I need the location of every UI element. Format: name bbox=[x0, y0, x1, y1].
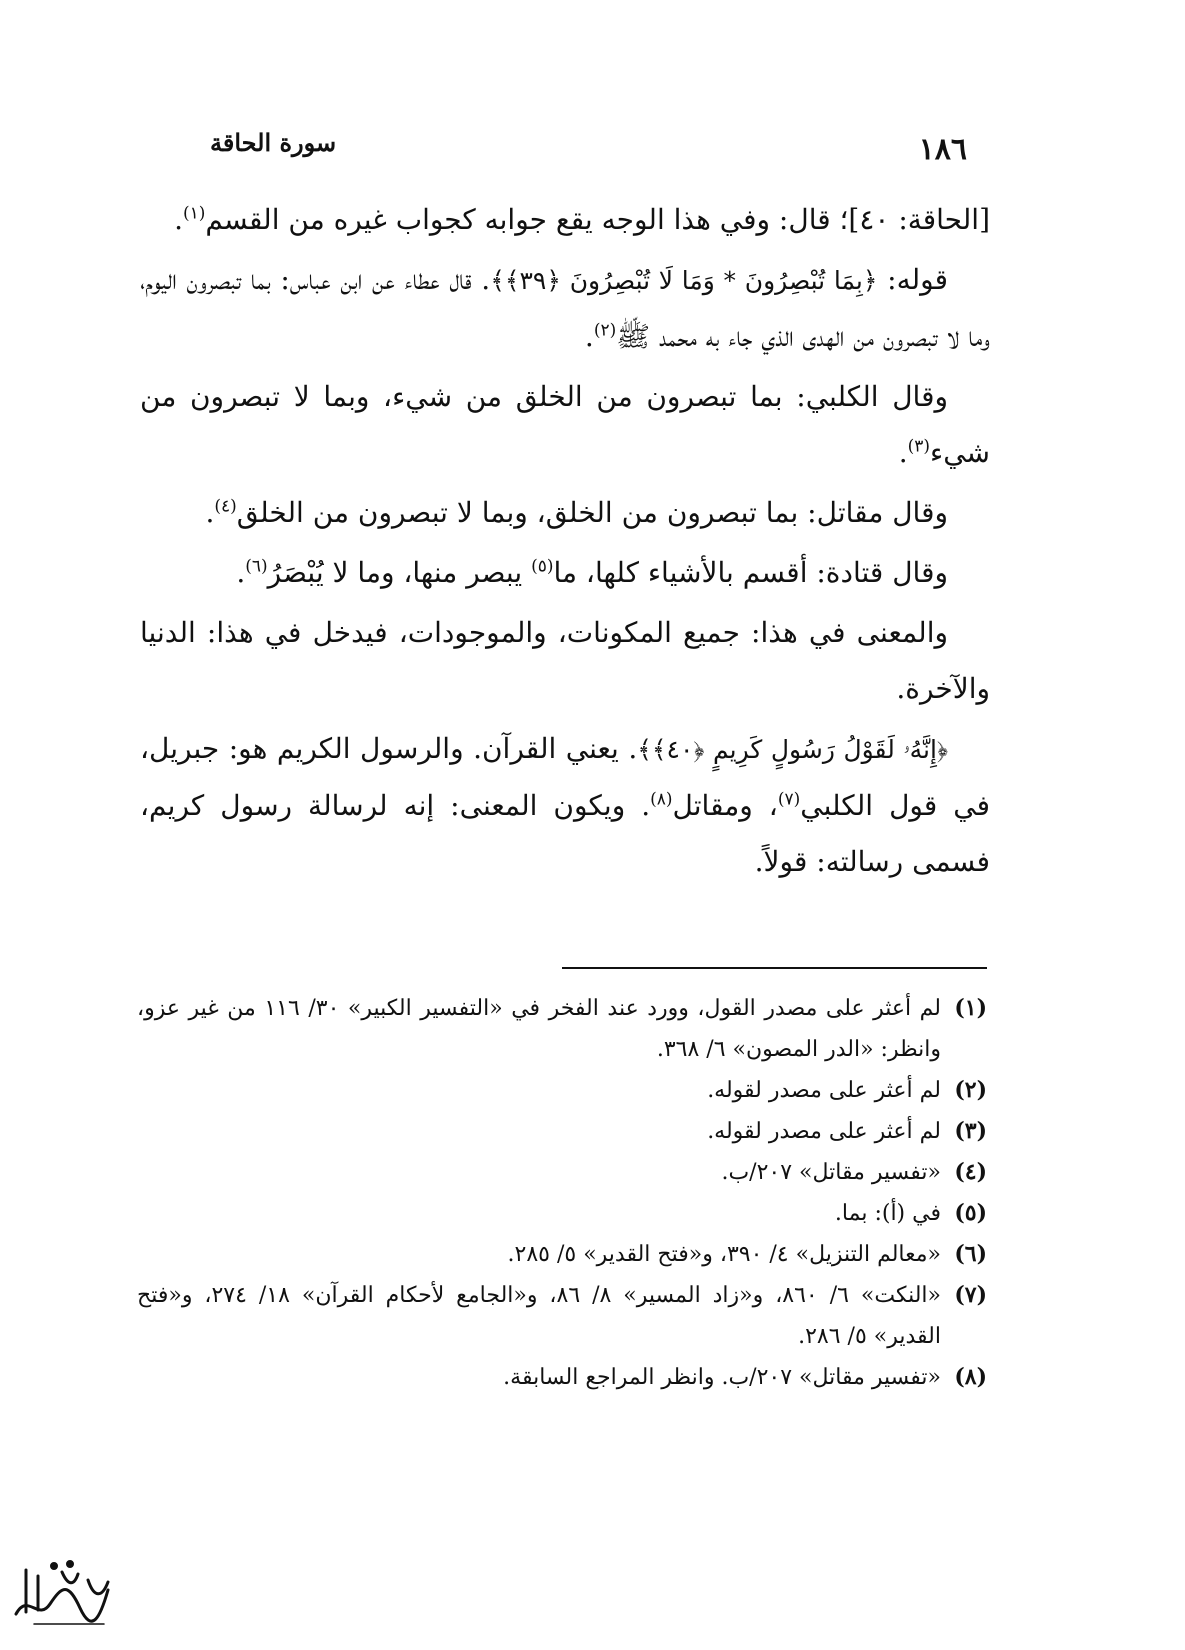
footnote-marker: (٤) bbox=[214, 496, 237, 517]
paragraph-text: قوله: bbox=[877, 263, 948, 296]
paragraph-3 bbox=[140, 369, 990, 481]
paragraph-text: . bbox=[174, 203, 183, 236]
publisher-logo bbox=[8, 1552, 118, 1632]
paragraph-text: والمعنى في هذا: جميع المكونات، والموجودات، فيدخل في هذا: الدنيا والآخرة. bbox=[140, 616, 990, 705]
paragraph-text: . يعني القرآن. والرسول الكريم هو: جبريل، في قول الكلبي bbox=[140, 732, 990, 822]
footnote-item bbox=[137, 1070, 987, 1111]
footnote-number: (٨) bbox=[954, 1364, 987, 1390]
footnote-item bbox=[137, 1111, 987, 1152]
footnote-text: «معالم التنزيل» ٤/ ٣٩٠، و«فتح القدير» ٥/ ٢٨٥. bbox=[507, 1242, 941, 1267]
footnote-item bbox=[137, 1234, 987, 1275]
quran-verse: ﴿إِنَّهُۥ لَقَوْلُ رَسُولٍ كَرِيمٍ ﴿٤٠﴾﴾ bbox=[637, 735, 948, 764]
footnote-text: لم أعثر على مصدر القول، وورد عند الفخر في «التفسير الكبير» ٣٠/ ١١٦ من غير عزو، وانظر: «الدر المصون» ٦/ ٣٦٨. bbox=[137, 996, 942, 1062]
main-text bbox=[140, 192, 990, 894]
paragraph-text: . ويكون المعنى: إنه لرسالة رسول كريم، فسمى رسالته: قولاً. bbox=[140, 789, 990, 878]
footnote-text: «النكت» ٦/ ٨٦٠، و«زاد المسير» ٨/ ٨٦، و«الجامع لأحكام القرآن» ١٨/ ٢٧٤، و«فتح القدير» ٥/ ٢٨٦. bbox=[137, 1283, 942, 1349]
footnote-item bbox=[137, 988, 987, 1070]
footnote-text: لم أعثر على مصدر لقوله. bbox=[707, 1078, 941, 1103]
paragraph-text: . bbox=[584, 320, 594, 353]
footnote-number: (٧) bbox=[954, 1282, 987, 1308]
footnote-number: (٢) bbox=[954, 1077, 987, 1103]
footnote-marker: (٣) bbox=[907, 436, 931, 457]
paragraph-text: . bbox=[236, 556, 246, 589]
footnote-marker: (٧) bbox=[777, 789, 801, 810]
footnote-number: (٤) bbox=[954, 1159, 987, 1185]
surah-title: سورة الحاقة bbox=[210, 128, 337, 157]
paragraph-text: وقال قتادة: أقسم بالأشياء كلها، ما bbox=[553, 556, 948, 589]
footnote-marker: (١) bbox=[182, 203, 206, 224]
page-number: ١٨٦ bbox=[918, 132, 967, 167]
footnote-text: لم أعثر على مصدر لقوله. bbox=[707, 1119, 941, 1144]
footnote-separator bbox=[562, 967, 987, 969]
footnote-item bbox=[137, 1152, 987, 1193]
paragraph-5 bbox=[140, 545, 990, 601]
footnote-number: (٦) bbox=[954, 1241, 987, 1267]
footnote-item bbox=[137, 1275, 987, 1357]
footnotes-list bbox=[137, 988, 987, 1398]
paragraph-text: يبصر منها، وما لا يُبْصَرُ bbox=[267, 556, 532, 589]
paragraph-4 bbox=[140, 485, 990, 541]
footnote-number: (٥) bbox=[954, 1200, 987, 1226]
footnote-item bbox=[137, 1357, 987, 1398]
paragraph-1 bbox=[140, 192, 990, 248]
footnote-marker: (٦) bbox=[245, 556, 268, 577]
footnote-number: (٣) bbox=[954, 1118, 987, 1144]
footnote-text: في (أ): بما. bbox=[834, 1201, 941, 1226]
paragraph-6 bbox=[140, 605, 990, 717]
paragraph-text: وقال الكلبي: بما تبصرون من الخلق من شيء، وبما لا تبصرون من شيء bbox=[140, 380, 990, 469]
footnote-marker: (٨) bbox=[650, 789, 673, 810]
paragraph-text: . bbox=[205, 496, 215, 529]
footnote-marker: (٥) bbox=[531, 556, 554, 577]
paragraph-7 bbox=[140, 721, 990, 890]
paragraph-text: . قال عطاء عن ابن عباس: بما تبصرون اليوم، وما لا تبصرون من الهدى الذي جاء به محمد ﷺ bbox=[140, 263, 990, 353]
paragraph-2 bbox=[140, 252, 990, 365]
footnote-text: «تفسير مقاتل» ٢٠٧/ب. وانظر المراجع السابقة. bbox=[503, 1365, 941, 1390]
footnote-text: «تفسير مقاتل» ٢٠٧/ب. bbox=[721, 1160, 941, 1185]
quran-verse: ﴿بِمَا تُبْصِرُونَ * وَمَا لَا تُبْصِرُونَ ﴿٣٩﴾﴾ bbox=[490, 266, 878, 295]
logo-calligraphy-icon bbox=[16, 1562, 108, 1625]
paragraph-text: . bbox=[898, 436, 908, 469]
paragraph-text: ، ومقاتل bbox=[672, 789, 778, 822]
paragraph-text: [الحاقة: ٤٠]؛ قال: وفي هذا الوجه يقع جوابه كجواب غيره من القسم bbox=[205, 203, 990, 236]
footnote-marker: (٢) bbox=[593, 320, 617, 341]
footnote-number: (١) bbox=[954, 995, 987, 1021]
paragraph-text: وقال مقاتل: بما تبصرون من الخلق، وبما لا تبصرون من الخلق bbox=[236, 496, 948, 529]
footnote-item bbox=[137, 1193, 987, 1234]
